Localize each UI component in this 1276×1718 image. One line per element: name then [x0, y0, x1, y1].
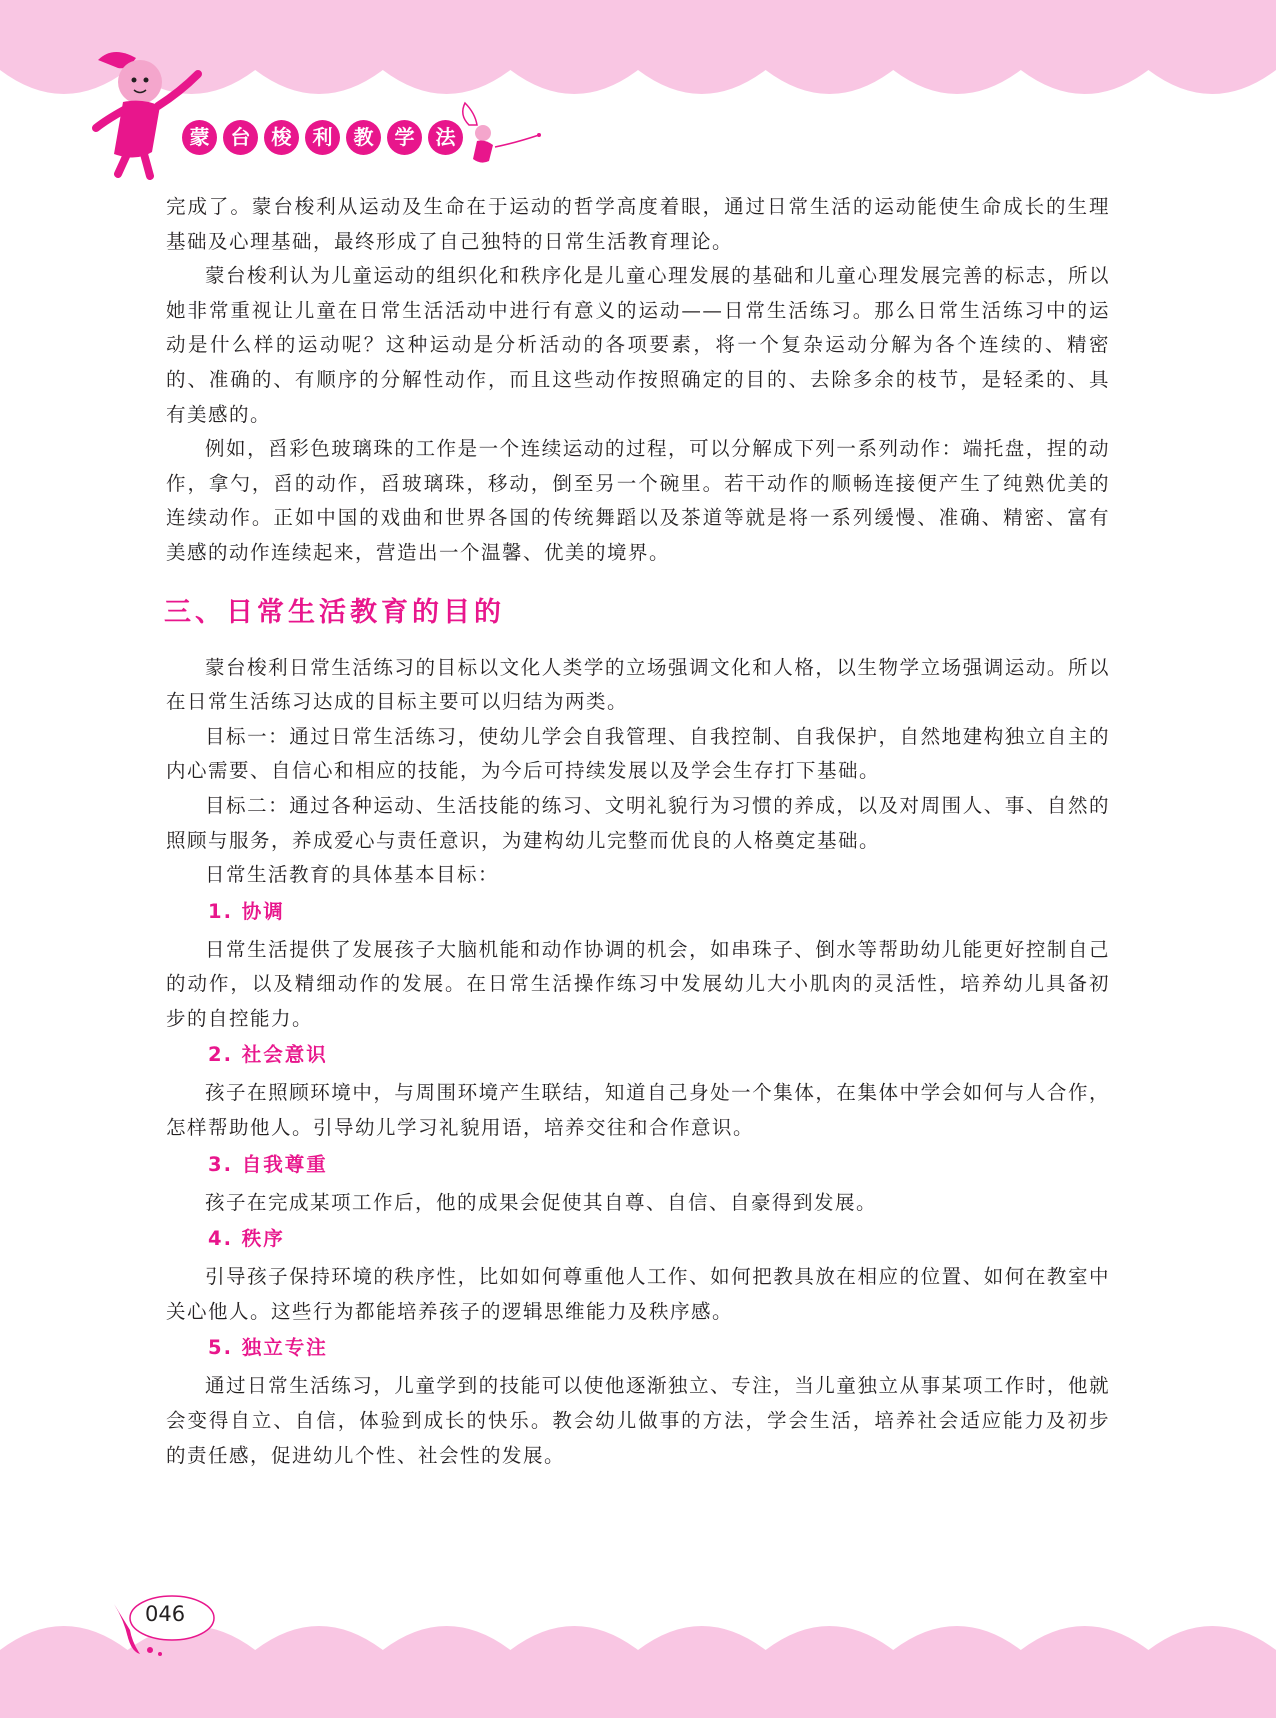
- book-title-char: 台: [223, 120, 258, 155]
- book-title-char: 学: [387, 120, 422, 155]
- subsection-heading: 2. 社会意识: [208, 1043, 328, 1067]
- body-paragraph: 引导孩子保持环境的秩序性，比如如何尊重他人工作、如何把教具放在相应的位置、如何在教室中关心他人。这些行为都能培养孩子的逻辑思维能力及秩序感。: [166, 1265, 1110, 1323]
- subsection-heading: 5. 独立专注: [208, 1336, 328, 1360]
- book-title-char: 教: [346, 120, 381, 155]
- page-body: [166, 190, 1110, 1473]
- book-title: [182, 120, 463, 155]
- body-paragraph: 通过日常生活练习，儿童学到的技能可以使他逐渐独立、专注，当儿童独立从事某项工作时，他就会变得自立、自信，体验到成长的快乐。教会幼儿做事的方法，学会生活，培养社会适应能力及初步的责任感，促进幼儿个性、社会性的发展。: [166, 1374, 1110, 1467]
- book-title-char: 利: [305, 120, 340, 155]
- book-title-char: 法: [428, 120, 463, 155]
- body-paragraph: 孩子在完成某项工作后，他的成果会促使其自尊、自信、自豪得到发展。: [205, 1190, 878, 1214]
- body-paragraph: 日常生活教育的具体基本目标：: [205, 863, 500, 887]
- body-paragraph: 日常生活提供了发展孩子大脑机能和动作协调的机会，如串珠子、倒水等帮助幼儿能更好控制自己的动作，以及精细动作的发展。在日常生活操作练习中发展幼儿大小肌肉的灵活性，培养幼儿具备初步的自控能力。: [166, 937, 1110, 1030]
- subsection-heading: 3. 自我尊重: [208, 1152, 328, 1176]
- mascot-girl-illustration: [88, 40, 218, 180]
- body-paragraph: 目标二：通过各种运动、生活技能的练习、文明礼貌行为习惯的养成，以及对周围人、事、自然的照顾与服务，养成爱心与责任意识，为建构幼儿完整而优良的人格奠定基础。: [166, 793, 1110, 852]
- body-paragraph: 完成了。蒙台梭利从运动及生命在于运动的哲学高度着眼，通过日常生活的运动能使生命成长的生理基础及心理基础，最终形成了自己独特的日常生活教育理论。: [166, 195, 1110, 253]
- subsection-heading: 4. 秩序: [208, 1227, 285, 1251]
- book-title-char: 蒙: [182, 120, 217, 155]
- page-number: 046: [145, 1602, 186, 1626]
- body-paragraph: 蒙台梭利日常生活练习的目标以文化人类学的立场强调文化和人格，以生物学立场强调运动。所以在日常生活练习达成的目标主要可以归结为两类。: [166, 655, 1110, 714]
- subsection-heading: 1. 协调: [208, 899, 285, 923]
- body-paragraph: 孩子在照顾环境中，与周围环境产生联结，知道自己身处一个集体，在集体中学会如何与人合作，怎样帮助他人。引导幼儿学习礼貌用语，培养交往和合作意识。: [166, 1081, 1110, 1140]
- book-title-char: 梭: [264, 120, 299, 155]
- body-paragraph: 例如，舀彩色玻璃珠的工作是一个连续运动的过程，可以分解成下列一系列动作：端托盘，捏的动作，拿勺，舀的动作，舀玻璃珠，移动，倒至另一个碗里。若干动作的顺畅连接便产生了纯熟优美的连续动作。正如中国的戏曲和世界各国的传统舞蹈以及茶道等就是将一系列缓慢、准确、精密、富有美感的动作连续起来，营造出一个温馨、优美的境界。: [166, 437, 1110, 564]
- body-paragraph: 目标一：通过日常生活练习，使幼儿学会自我管理、自我控制、自我保护，自然地建构独立自主的内心需要、自信心和相应的技能，为今后可持续发展以及学会生存打下基础。: [166, 724, 1110, 783]
- fairy-illustration: [455, 95, 545, 170]
- body-paragraph: 蒙台梭利认为儿童运动的组织化和秩序化是儿童心理发展的基础和儿童心理发展完善的标志，所以她非常重视让儿童在日常生活活动中进行有意义的运动——日常生活练习。那么日常生活练习中的运动是什么样的运动呢？这种运动是分析活动的各项要素，将一个复杂运动分解为各个连续的、精密的、准确的、有顺序的分解性动作，而且这些动作按照确定的目的、去除多余的枝节，是轻柔的、具有美感的。: [166, 264, 1110, 426]
- section-heading: 三、日常生活教育的目的: [164, 596, 505, 628]
